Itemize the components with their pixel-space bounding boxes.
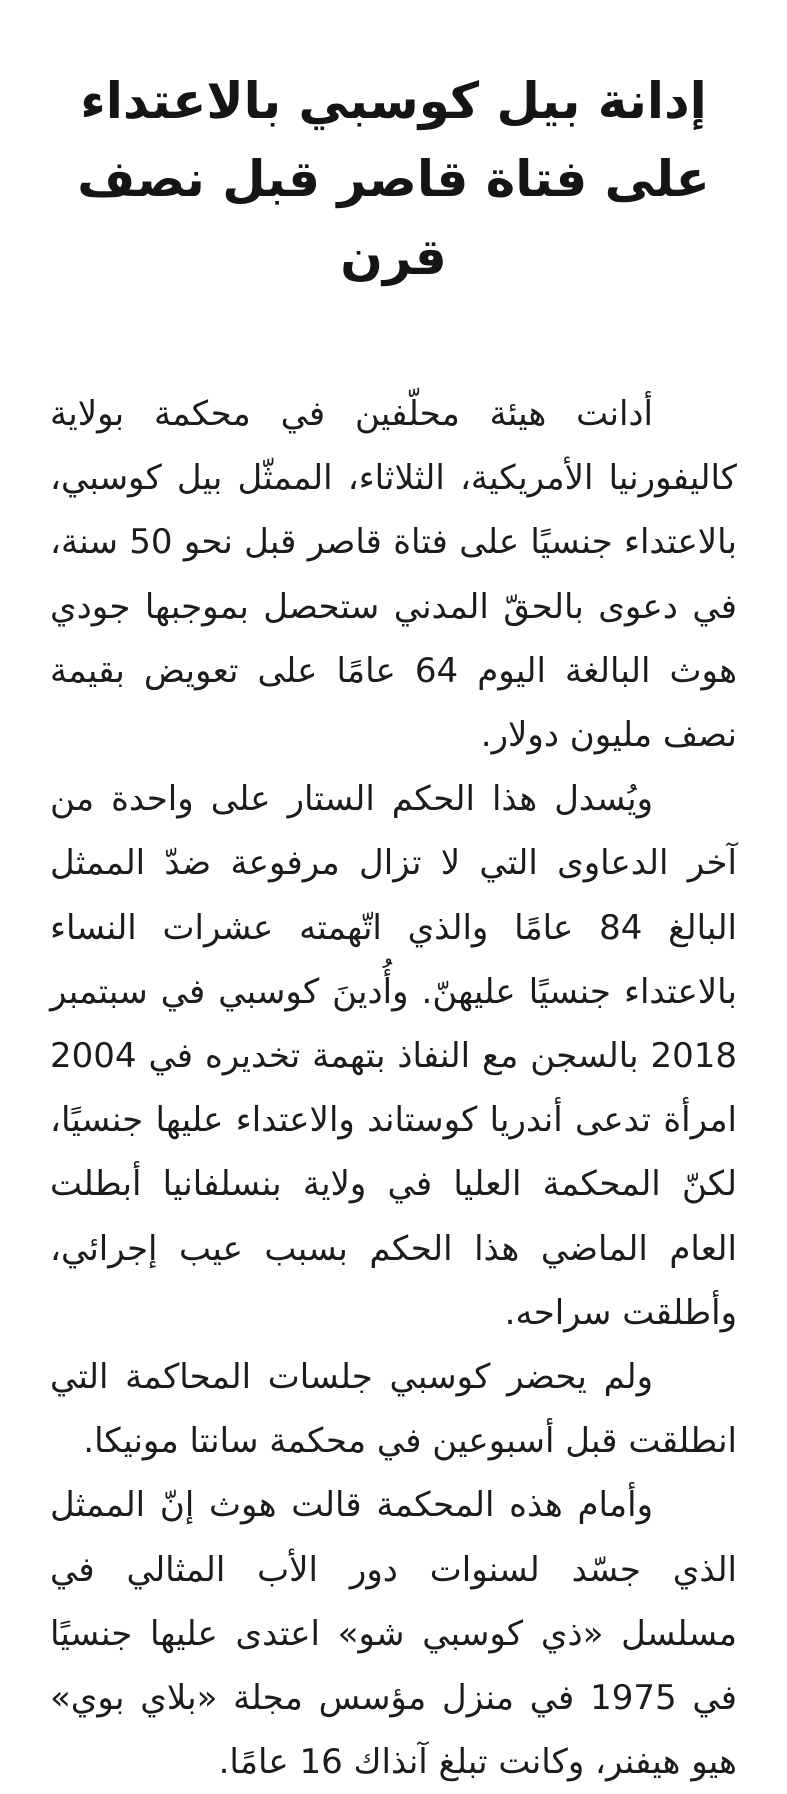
paragraph-1: أدانت هيئة محلّفين في محكمة بولاية كاليفورنيا الأمريكية، الثلاثاء، الممثّل بيل كوسبي، بالاعتداء جنسيًا على فتاة قاصر قبل نحو 50 سنة، في دعوى بالحقّ المدني ستحصل بموجبها جودي هوث البالغة اليوم 64 عامًا على تعويض بقيمة نصف مليون دولار. (50, 394, 737, 756)
headline-line-1: إدانة بيل كوسبي بالاعتداء (80, 72, 707, 130)
paragraph-4: وأمام هذه المحكمة قالت هوث إنّ الممثل الذي جسّد لسنوات دور الأب المثالي في مسلسل «ذي كوسبي شو» اعتدى عليها جنسيًا في 1975 في منزل مؤسس مجلة «بلاي بوي» هيو هيفنر، وكانت تبلغ آنذاك 16 عامًا. (50, 1485, 737, 1783)
article-body (50, 382, 737, 1794)
paragraph-3: ولم يحضر كوسبي جلسات المحاكمة التي انطلقت قبل أسبوعين في محكمة سانتا مونيكا. (50, 1357, 737, 1462)
headline-line-2: على فتاة قاصر قبل نصف قرن (77, 150, 710, 286)
paragraph-2: ويُسدل هذا الحكم الستار على واحدة من آخر الدعاوى التي لا تزال مرفوعة ضدّ الممثل البالغ 84 عامًا والذي اتّهمته عشرات النساء بالاعتداء جنسيًا عليهنّ. وأُدينَ كوسبي في سبتمبر 2018 بالسجن مع النفاذ بتهمة تخديره في 2004 امرأة تدعى أندريا كوستاند والاعتداء عليها جنسيًا، لكنّ المحكمة العليا في ولاية بنسلفانيا أبطلت العام الماضي هذا الحكم بسبب عيب إجرائي، وأطلقت سراحه. (50, 779, 737, 1333)
article-headline (50, 62, 737, 296)
